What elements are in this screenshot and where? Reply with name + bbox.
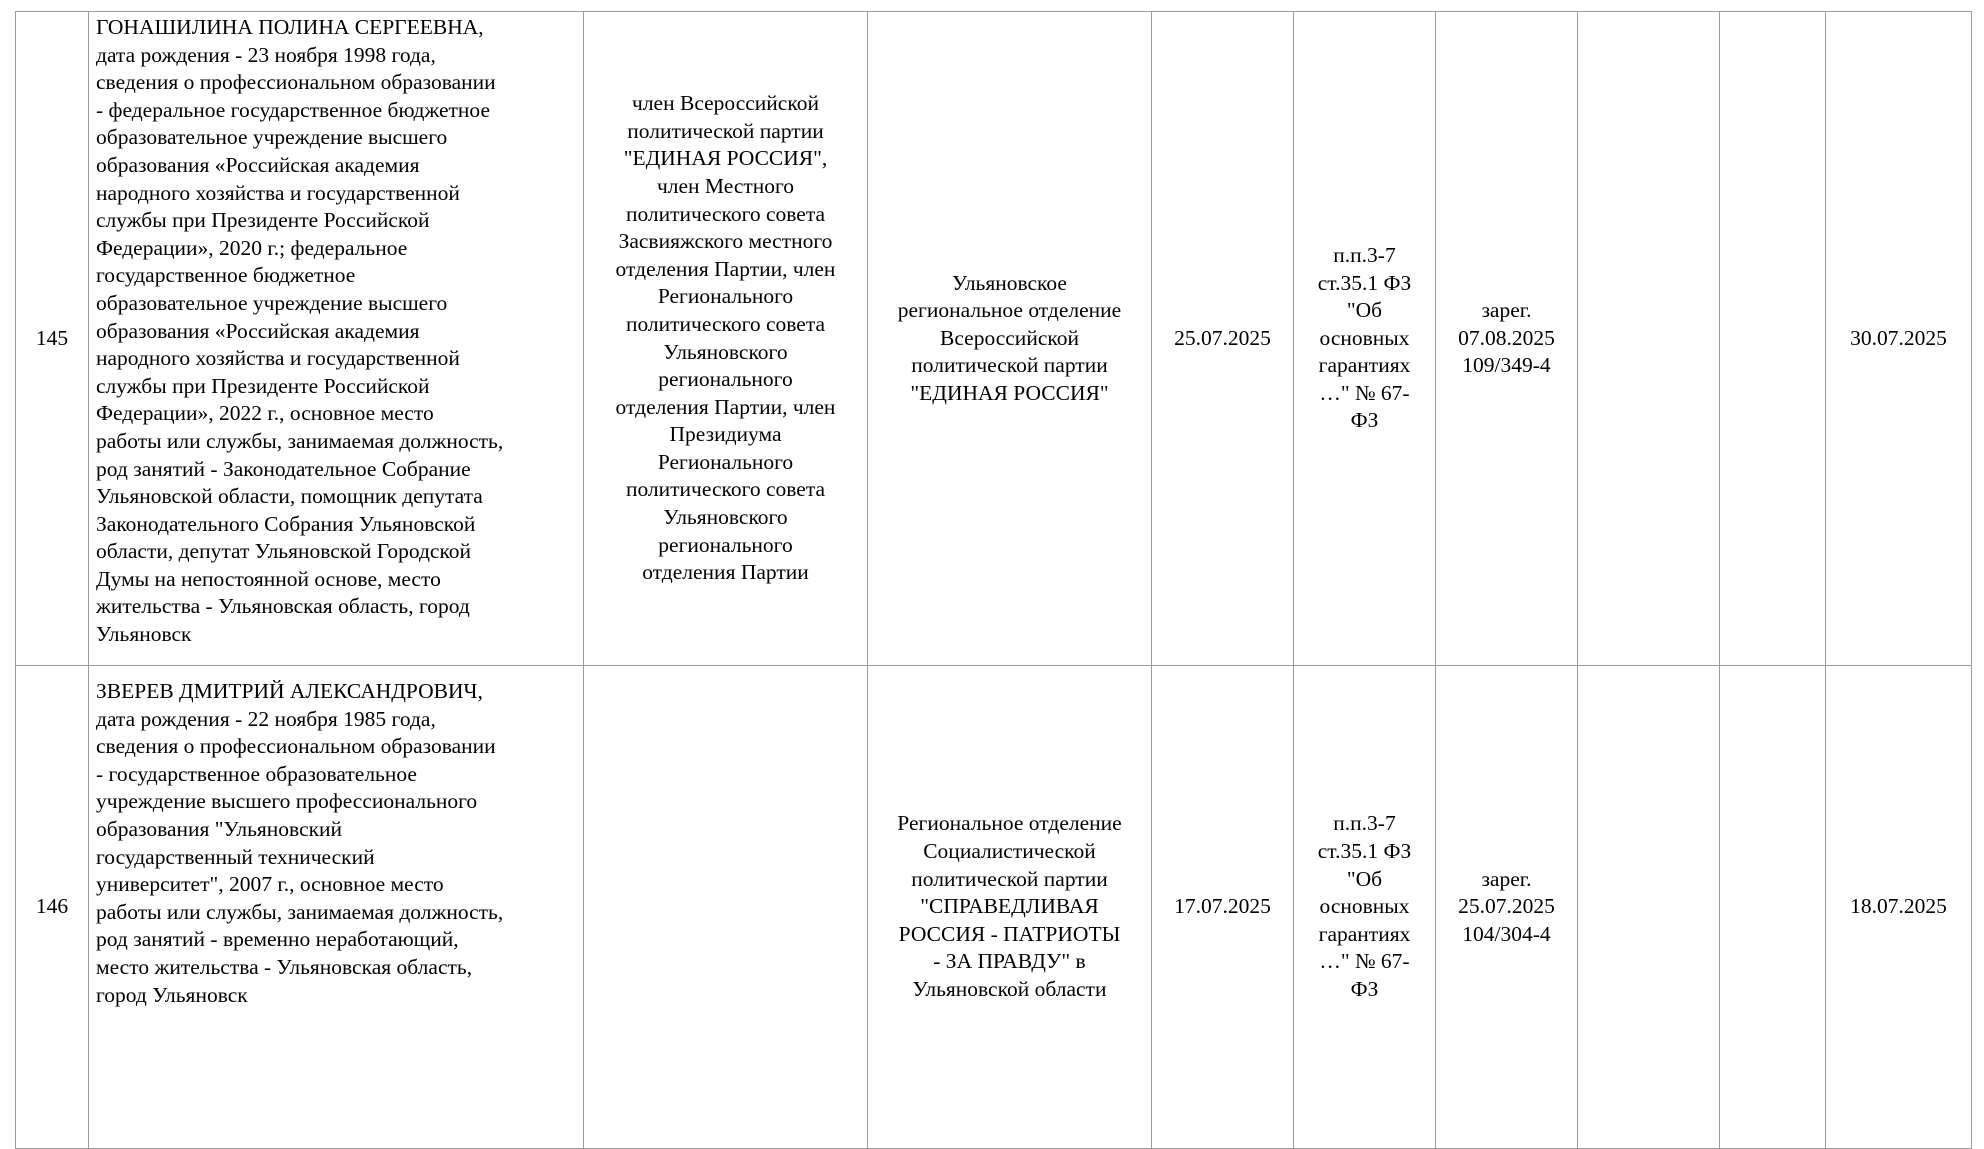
nomination-date-cell: 17.07.2025 (1152, 666, 1294, 1149)
legal-grounds-cell: п.п.3-7 ст.35.1 ФЗ "Об основных гарантиях …" № 67- ФЗ (1294, 666, 1436, 1149)
party-membership-cell (584, 666, 868, 1149)
row-number-cell: 146 (16, 666, 89, 1149)
final-date-cell: 18.07.2025 (1826, 666, 1972, 1149)
empty-cell (1720, 12, 1826, 666)
candidates-registry-sheet (15, 11, 1971, 1007)
final-date-cell: 30.07.2025 (1826, 12, 1972, 666)
legal-grounds-cell: п.п.3-7 ст.35.1 ФЗ "Об основных гарантиях …" № 67- ФЗ (1294, 12, 1436, 666)
nominating-body-cell: Региональное отделение Социалистической политической партии "СПРАВЕДЛИВАЯ РОССИЯ - ПАТРИОТЫ - ЗА ПРАВДУ" в Ульяновской области (868, 666, 1152, 1149)
candidates-registry-table (15, 11, 1972, 1149)
candidate-info-cell: ГОНАШИЛИНА ПОЛИНА СЕРГЕЕВНА, дата рождения - 23 ноября 1998 года, сведения о профессиональном образовании - федеральное государственное бюджетное образовательное учреждение высшего образования «Российская академия народного хозяйства и государственной службы при Президенте Российской Федерации», 2020 г.; федеральное государственное бюджетное образовательное учреждение высшего образования «Российская академия народного хозяйства и государственной службы при Президенте Российской Федерации», 2022 г., основное место работы или службы, занимаемая должность, род занятий - Законодательное Собрание Ульяновской области, помощник депутата Законодательного Собрания Ульяновской области, депутат Ульяновской Городской Думы на непостоянной основе, место жительства - Ульяновская область, город Ульяновск (89, 12, 584, 666)
table-row (16, 666, 1972, 1149)
registration-cell: зарег. 25.07.2025 104/304-4 (1436, 666, 1578, 1149)
nominating-body-cell: Ульяновское региональное отделение Всероссийской политической партии "ЕДИНАЯ РОССИЯ" (868, 12, 1152, 666)
registration-cell: зарег. 07.08.2025 109/349-4 (1436, 12, 1578, 666)
candidate-info-cell: ЗВЕРЕВ ДМИТРИЙ АЛЕКСАНДРОВИЧ, дата рождения - 22 ноября 1985 года, сведения о профессиональном образовании - государственное образовательное учреждение высшего профессионального образования "Ульяновский государственный технический университет", 2007 г., основное место работы или службы, занимаемая должность, род занятий - временно неработающий, место жительства - Ульяновская область, город Ульяновск (89, 666, 584, 1149)
party-membership-cell: член Всероссийской политической партии "ЕДИНАЯ РОССИЯ", член Местного политического совета Засвияжского местного отделения Партии, член Регионального политического совета Ульяновского регионального отделения Партии, член Президиума Регионального политического совета Ульяновского регионального отделения Партии (584, 12, 868, 666)
table-row (16, 12, 1972, 666)
empty-cell (1720, 666, 1826, 1149)
empty-cell (1578, 12, 1720, 666)
row-number-cell: 145 (16, 12, 89, 666)
empty-cell (1578, 666, 1720, 1149)
nomination-date-cell: 25.07.2025 (1152, 12, 1294, 666)
